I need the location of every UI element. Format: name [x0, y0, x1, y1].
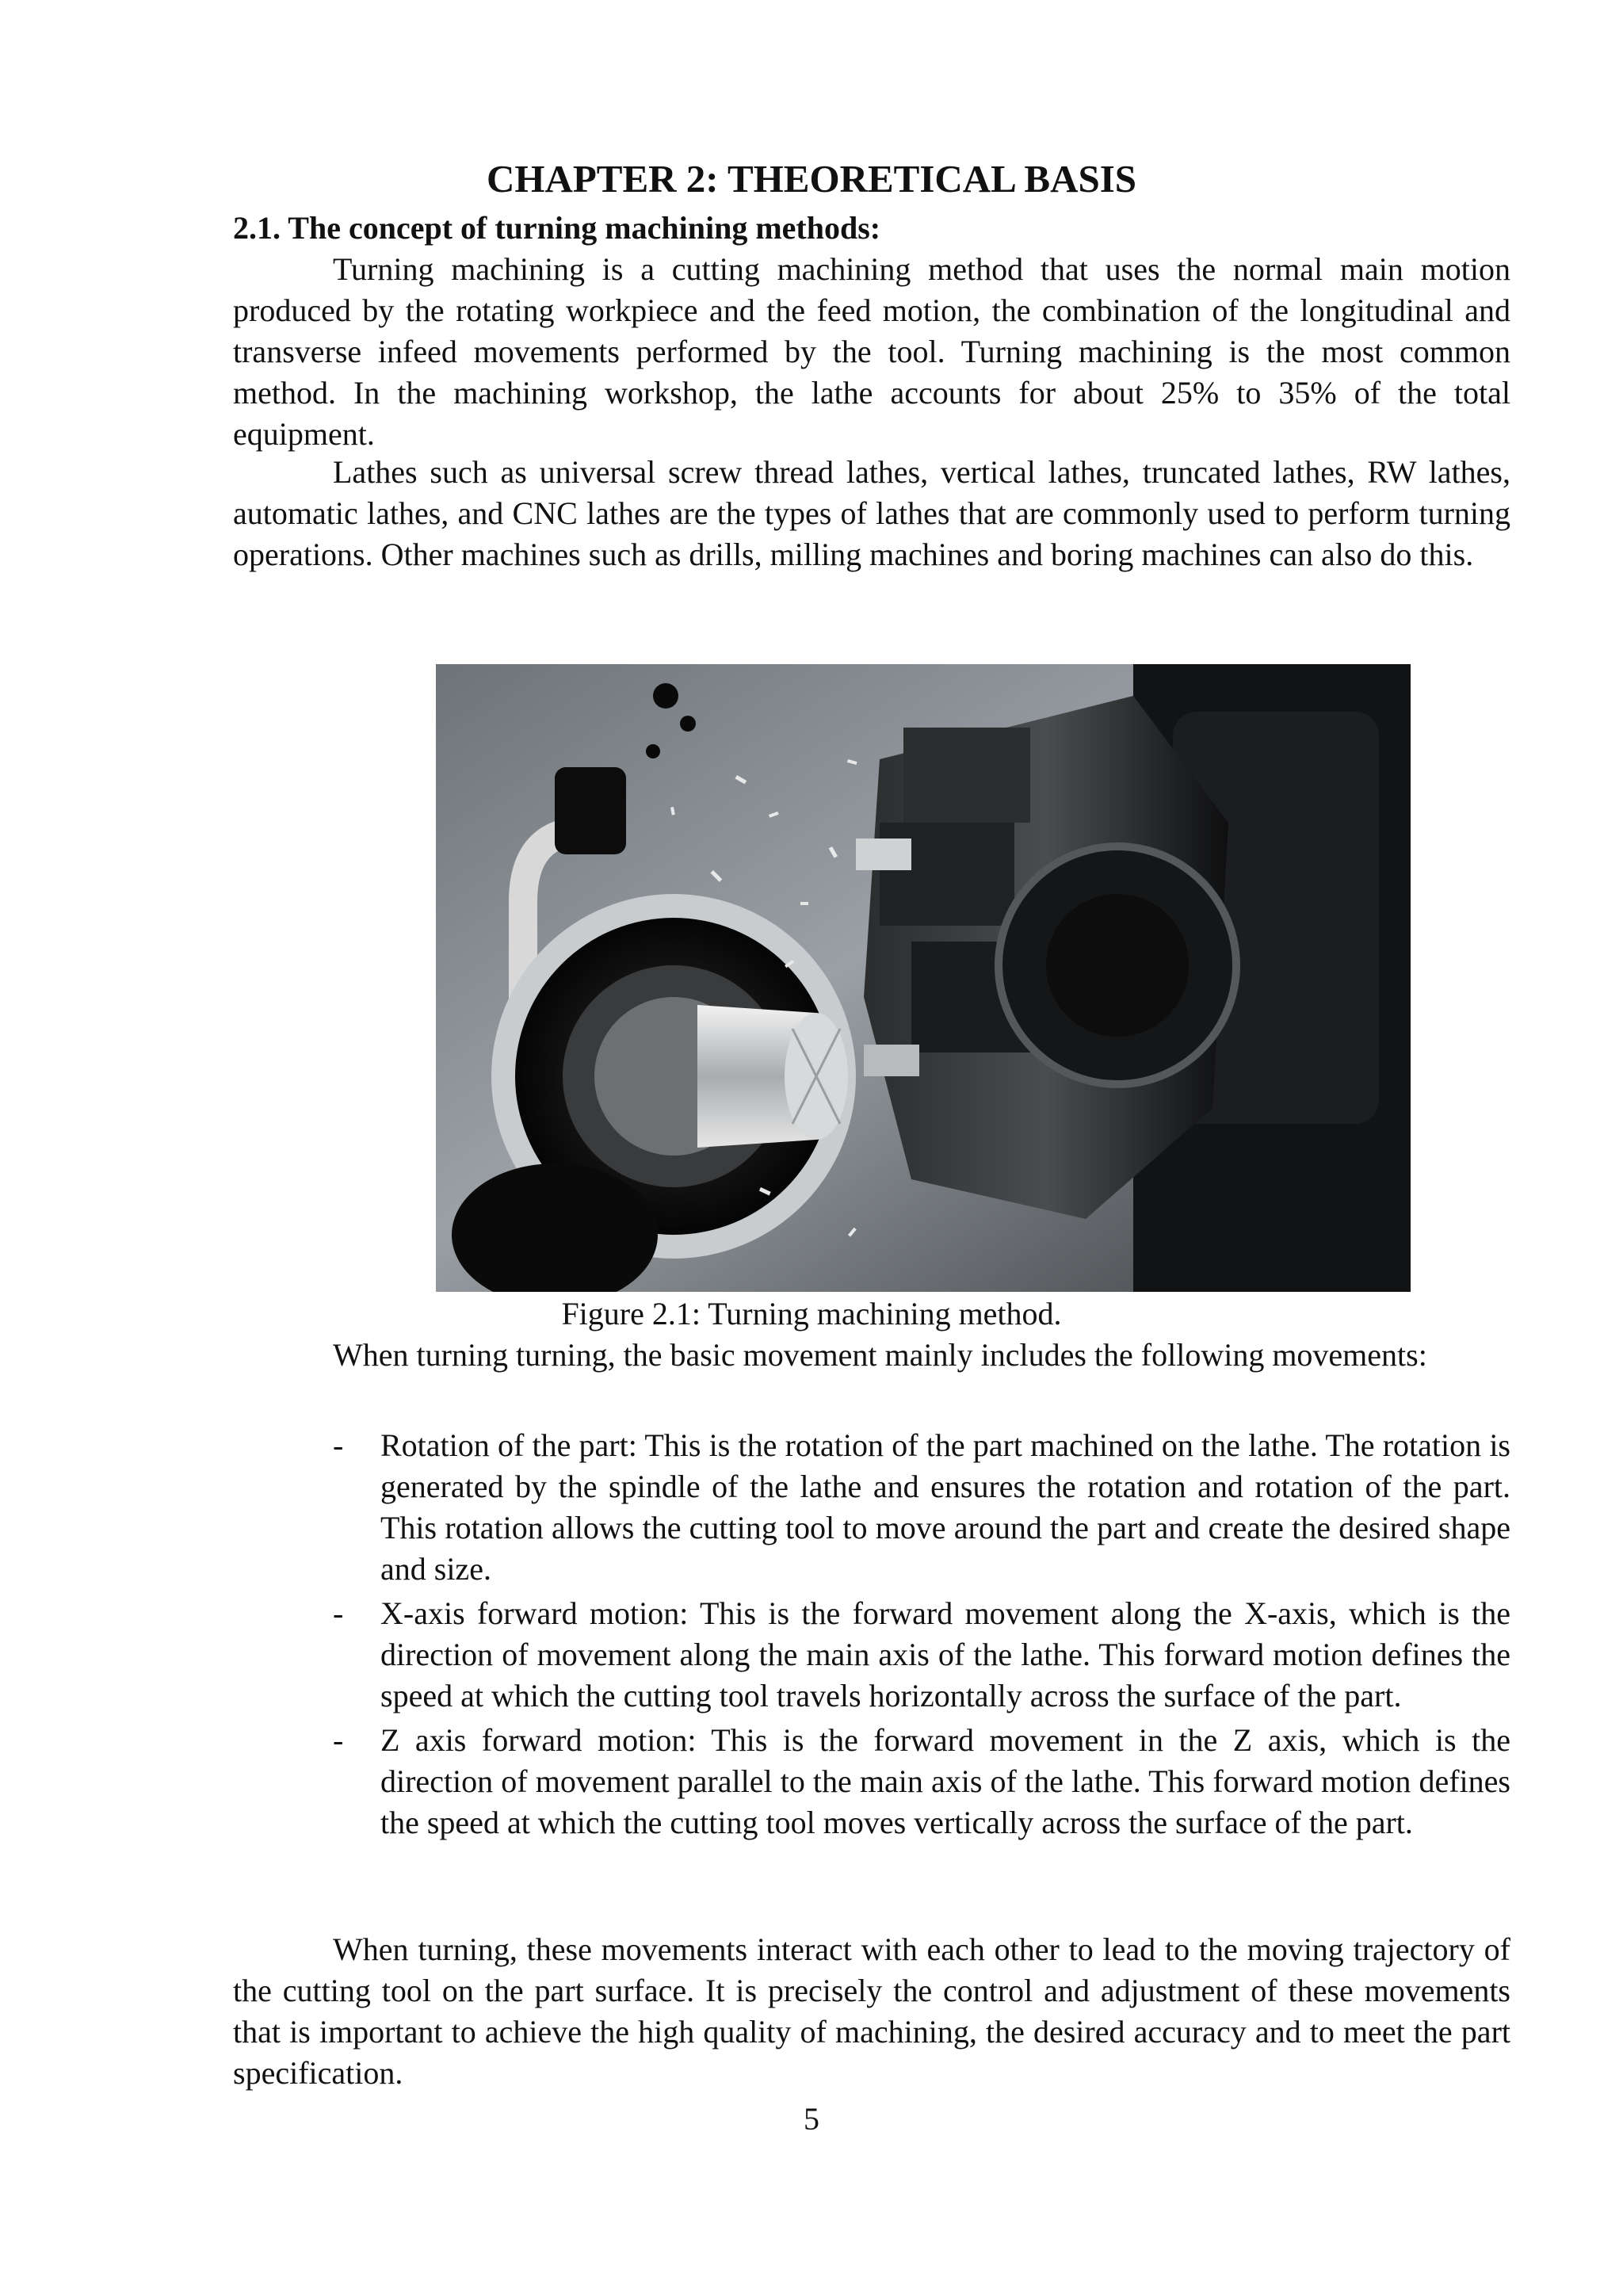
paragraph-lathe-types: Lathes such as universal screw thread lathes, vertical lathes, truncated lathes, RW lathes, automatic lathes, and CNC lathes are the types of lathes that are commonly used to perform turning operations. Other machines such as drills, milling machines and boring machines can also do this.: [233, 454, 1510, 572]
bullet-item-x-axis: [233, 1593, 1510, 1717]
figure-turning-photo: [436, 664, 1411, 1292]
paragraph-conclusion: When turning, these movements interact with each other to lead to the moving trajectory of the cutting tool on the part surface. It is precisely the control and adjustment of these movements that is important to achieve the high quality of machining, the desired accuracy and to meet the part specification.: [233, 1931, 1510, 2091]
bullet-marker: -: [333, 1722, 344, 1758]
bullet-item-rotation: [233, 1425, 1510, 1590]
paragraph-basic-movements-intro: When turning turning, the basic movement mainly includes the following movements:: [333, 1337, 1427, 1373]
bullet-marker: -: [333, 1595, 344, 1631]
lathe-photo-illustration: [436, 664, 1411, 1292]
bullet-item-z-axis: [233, 1720, 1510, 1843]
bullet-text: Rotation of the part: This is the rotation of the part machined on the lathe. The rotation is generated by the spindle of the lathe and ensures the rotation and rotation of the part. This rotation allows the cutting tool to move around the part and create the desired shape and size.: [380, 1427, 1510, 1587]
bullet-marker: -: [333, 1427, 344, 1463]
bullet-text: Z axis forward motion: This is the forward movement in the Z axis, which is the direction of movement parallel to the main axis of the lathe. This forward motion defines the speed at which the cutting tool moves vertically across the surface of the part.: [380, 1722, 1510, 1840]
section-heading: 2.1. The concept of turning machining methods:: [233, 210, 881, 246]
paragraph-turning-definition: Turning machining is a cutting machining method that uses the normal main motion produced by the rotating workpiece and the feed motion, the combination of the longitudinal and transverse infeed movements performed by the tool. Turning machining is the most common method. In the machining workshop, the lathe accounts for about 25% to 35% of the total equipment.: [233, 251, 1510, 452]
chapter-title: CHAPTER 2: THEORETICAL BASIS: [486, 157, 1137, 201]
figure-caption: Figure 2.1: Turning machining method.: [561, 1296, 1062, 1331]
page-number: 5: [804, 2101, 819, 2137]
movement-bullet-list: [233, 1425, 1510, 1847]
bullet-text: X-axis forward motion: This is the forward movement along the X-axis, which is the direction of movement along the main axis of the lathe. This forward motion defines the speed at which the cutting tool travels horizontally across the surface of the part.: [380, 1595, 1510, 1713]
